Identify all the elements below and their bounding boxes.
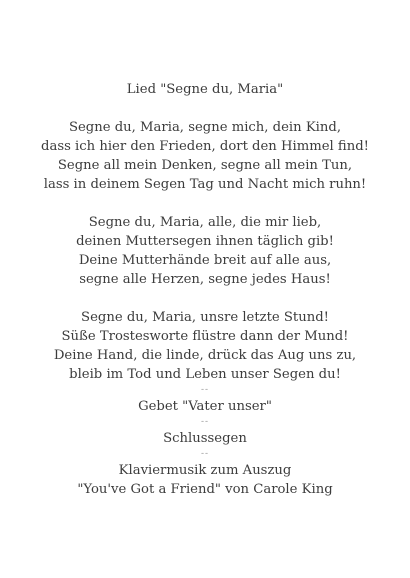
stanza-line: Segne du, Maria, unsre letzte Stund! bbox=[81, 310, 329, 325]
program-prayer: Gebet "Vater unser" bbox=[138, 399, 272, 414]
stanza-line: bleib im Tod und Leben unser Segen du! bbox=[69, 367, 341, 382]
stanza-line: dass ich hier den Frieden, dort den Himmel find! bbox=[41, 139, 369, 154]
program-music-title: Klaviermusik zum Auszug bbox=[118, 463, 292, 478]
stanza-line: Deine Mutterhände breit auf alle aus, bbox=[78, 253, 332, 268]
stanza-line: Segne du, Maria, segne mich, dein Kind, bbox=[68, 120, 342, 135]
document-content bbox=[0, 80, 410, 499]
stanza-1 bbox=[0, 118, 410, 194]
separator-1: -- bbox=[200, 385, 210, 395]
stanza-line: segne alle Herzen, segne jedes Haus! bbox=[79, 272, 331, 287]
program-music-song: "You've Got a Friend" von Carole King bbox=[77, 482, 333, 497]
stanza-line: Segne du, Maria, alle, die mir lieb, bbox=[88, 215, 322, 230]
separator-3: -- bbox=[200, 449, 210, 459]
song-title: Lied "Segne du, Maria" bbox=[126, 82, 284, 97]
stanza-line: Segne all mein Denken, segne all mein Tun, bbox=[57, 158, 353, 173]
program-blessing: Schlussegen bbox=[163, 431, 247, 446]
separator-2: -- bbox=[200, 417, 210, 427]
stanza-3 bbox=[0, 308, 410, 384]
stanza-line: deinen Muttersegen ihnen täglich gib! bbox=[76, 234, 334, 249]
stanza-2 bbox=[0, 213, 410, 289]
stanza-line: Süße Trostesworte flüstre dann der Mund! bbox=[61, 329, 349, 344]
stanza-line: Deine Hand, die linde, drück das Aug uns zu, bbox=[53, 348, 357, 363]
stanza-line: lass in deinem Segen Tag und Nacht mich ruhn! bbox=[43, 177, 367, 192]
